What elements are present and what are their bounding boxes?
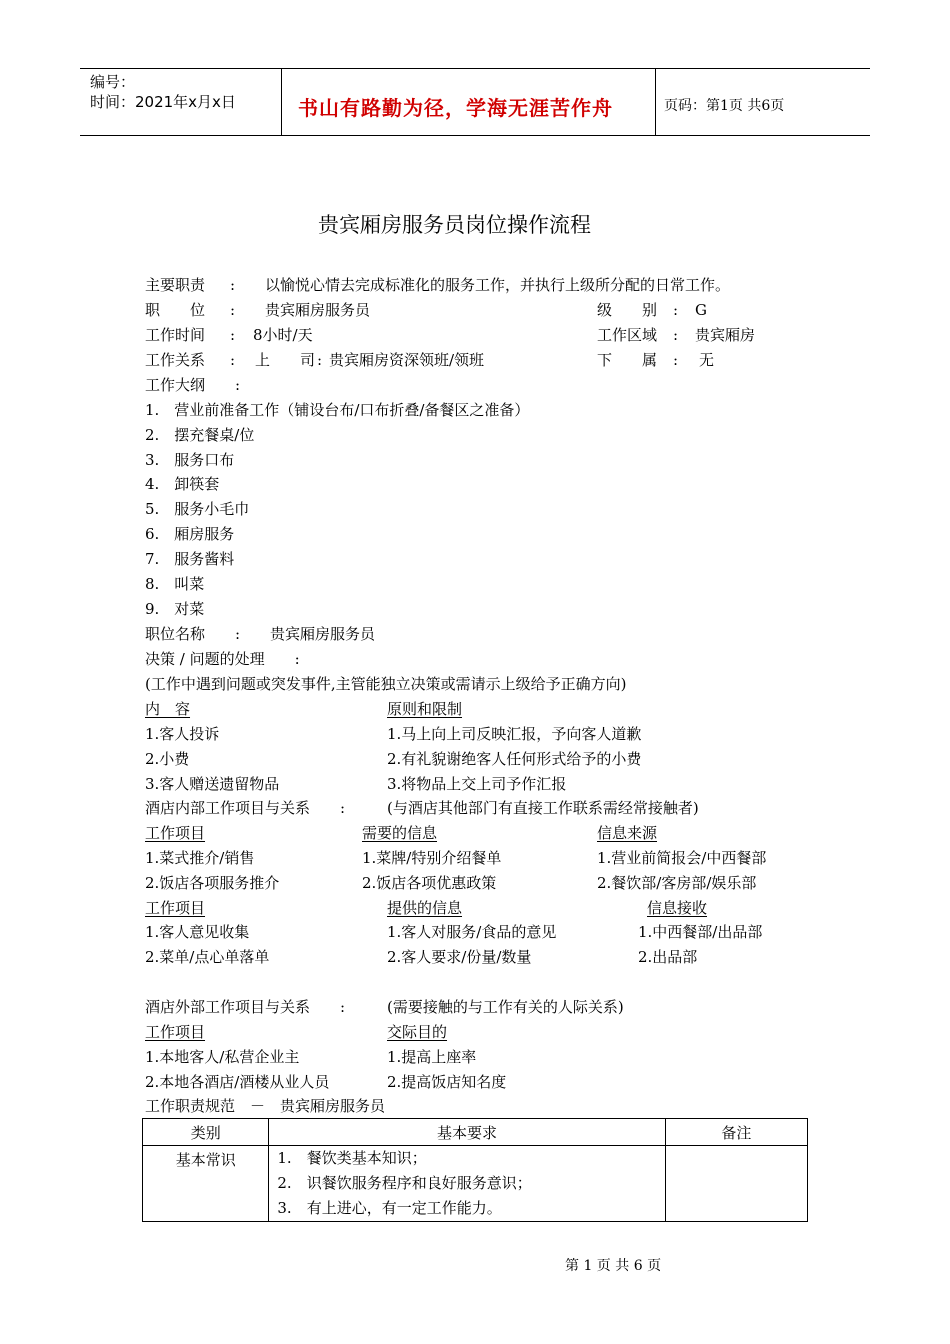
external-label: 酒店外部工作项目与关系 : <box>145 998 346 1016</box>
colon: : <box>673 326 679 344</box>
hours-value: 8小时/天 <box>253 326 313 344</box>
outline-label: 工作大纲 : <box>145 376 241 394</box>
colon: : <box>230 351 236 369</box>
table-cell: 1.菜式推介/销售 <box>145 849 255 867</box>
spec-category: 基本常识 <box>175 1151 236 1169</box>
table-cell: 2.餐饮部/客房部/娱乐部 <box>597 874 757 892</box>
superior-value: 贵宾厢房资深领班/领班 <box>329 351 485 369</box>
list-item: 8. 叫菜 <box>145 575 205 593</box>
internal-g2-header: 提供的信息 <box>387 899 463 917</box>
hours-label: 工作时间 <box>145 326 206 344</box>
table-cell: 2.小费 <box>145 750 190 768</box>
header-divider-right <box>655 68 656 136</box>
table-cell: 1.营业前简报会/中西餐部 <box>597 849 767 867</box>
list-item: 3. 有上进心，有一定工作能力。 <box>277 1199 502 1217</box>
relation-label: 工作关系 <box>145 351 206 369</box>
header-time-label: 时间：2021年x月x日 <box>90 93 236 111</box>
area-label: 工作区域 <box>597 326 658 344</box>
job-name-value: 贵宾厢房服务员 <box>270 625 376 643</box>
external-header: 交际目的 <box>387 1023 448 1041</box>
table-cell: 2.菜单/点心单落单 <box>145 948 270 966</box>
colon: : <box>230 276 236 294</box>
spec-requirements-cell <box>269 1146 665 1222</box>
spec-table <box>142 1118 808 1222</box>
area-value: 贵宾厢房 <box>695 326 756 344</box>
header-top-rule <box>80 68 870 69</box>
header-divider-left <box>281 68 282 136</box>
spec-header-remark: 备注 <box>665 1119 807 1146</box>
colon: : <box>673 351 679 369</box>
decision-note: (工作中遇到问题或突发事件,主管能独立决策或需请示上级给予正确方向) <box>145 675 627 693</box>
table-cell: 2.本地各酒店/酒楼从业人员 <box>145 1073 330 1091</box>
decision-col1-header: 内 容 <box>145 700 191 718</box>
list-item: 5. 服务小毛巾 <box>145 500 250 518</box>
external-header: 工作项目 <box>145 1023 206 1041</box>
internal-g1-header: 工作项目 <box>145 824 206 842</box>
job-name-label: 职位名称 : <box>145 625 241 643</box>
header-bottom-rule <box>80 135 870 136</box>
page-footer: 第 1 页 共 6 页 <box>565 1258 662 1274</box>
duty-label: 主要职责 <box>145 276 206 294</box>
header-page-info: 页码：第1页 共6页 <box>664 98 785 114</box>
table-cell: 2.饭店各项优惠政策 <box>362 874 497 892</box>
superior-label: 上 司 <box>255 351 316 369</box>
header-number-label: 编号： <box>90 73 136 91</box>
list-item: 4. 卸筷套 <box>145 475 220 493</box>
level-value: G <box>695 301 707 319</box>
header-motto: 书山有路勤为径，学海无涯苦作舟 <box>298 96 613 120</box>
list-item: 2. 识餐饮服务程序和良好服务意识； <box>277 1174 532 1192</box>
table-cell: 3.将物品上交上司予作汇报 <box>387 775 567 793</box>
internal-g1-header: 信息来源 <box>597 824 658 842</box>
decision-col2-header: 原则和限制 <box>387 700 463 718</box>
internal-g2-header: 工作项目 <box>145 899 206 917</box>
table-cell: 1.马上向上司反映汇报，予向客人道歉 <box>387 725 642 743</box>
table-cell: 2.提高饭店知名度 <box>387 1073 507 1091</box>
subordinate-value: 无 <box>699 351 715 369</box>
table-cell: 1.提高上座率 <box>387 1048 477 1066</box>
external-note: (需要接触的与工作有关的人际关系) <box>387 998 624 1016</box>
spec-remark-cell <box>665 1146 807 1222</box>
table-cell: 2.饭店各项服务推介 <box>145 874 280 892</box>
level-label: 级 别 <box>597 301 658 319</box>
position-label: 职 位 <box>145 301 206 319</box>
table-cell: 1.客人意见收集 <box>145 923 250 941</box>
list-item: 1. 营业前准备工作（铺设台布/口布折叠/备餐区之准备） <box>145 401 530 419</box>
colon: : <box>317 351 323 369</box>
spec-category-cell <box>143 1146 269 1222</box>
spec-header-category: 类别 <box>143 1119 269 1146</box>
decision-label: 决策 / 问题的处理 : <box>145 650 300 668</box>
table-cell: 2.客人要求/份量/数量 <box>387 948 532 966</box>
list-item: 2. 摆充餐桌/位 <box>145 426 255 444</box>
spec-title: 工作职责规范 － 贵宾厢房服务员 <box>145 1097 386 1115</box>
table-cell: 2.有礼貌谢绝客人任何形式给予的小费 <box>387 750 642 768</box>
list-item: 1. 餐饮类基本知识； <box>277 1149 427 1167</box>
table-cell: 1.客人投诉 <box>145 725 220 743</box>
internal-g2-header: 信息接收 <box>647 899 708 917</box>
table-cell: 1.客人对服务/食品的意见 <box>387 923 557 941</box>
list-item: 9. 对菜 <box>145 600 205 618</box>
table-cell: 1.本地客人/私营企业主 <box>145 1048 300 1066</box>
internal-g1-header: 需要的信息 <box>362 824 438 842</box>
table-cell: 3.客人赠送遗留物品 <box>145 775 280 793</box>
spec-header-requirements: 基本要求 <box>269 1119 665 1146</box>
table-cell: 2.出品部 <box>638 948 698 966</box>
table-cell: 1.菜牌/特别介绍餐单 <box>362 849 502 867</box>
list-item: 6. 厢房服务 <box>145 525 235 543</box>
subordinate-label: 下 属 <box>597 351 658 369</box>
list-item: 7. 服务酱料 <box>145 550 235 568</box>
list-item: 3. 服务口布 <box>145 451 235 469</box>
duty-value: 以愉悦心情去完成标准化的服务工作，并执行上级所分配的日常工作。 <box>265 276 731 294</box>
colon: : <box>230 301 236 319</box>
internal-label: 酒店内部工作项目与关系 : <box>145 799 346 817</box>
document-title: 贵宾厢房服务员岗位操作流程 <box>318 213 591 237</box>
colon: : <box>230 326 236 344</box>
position-value: 贵宾厢房服务员 <box>265 301 371 319</box>
table-cell: 1.中西餐部/出品部 <box>638 923 763 941</box>
internal-note: (与酒店其他部门有直接工作联系需经常接触者) <box>387 799 699 817</box>
colon: : <box>673 301 679 319</box>
